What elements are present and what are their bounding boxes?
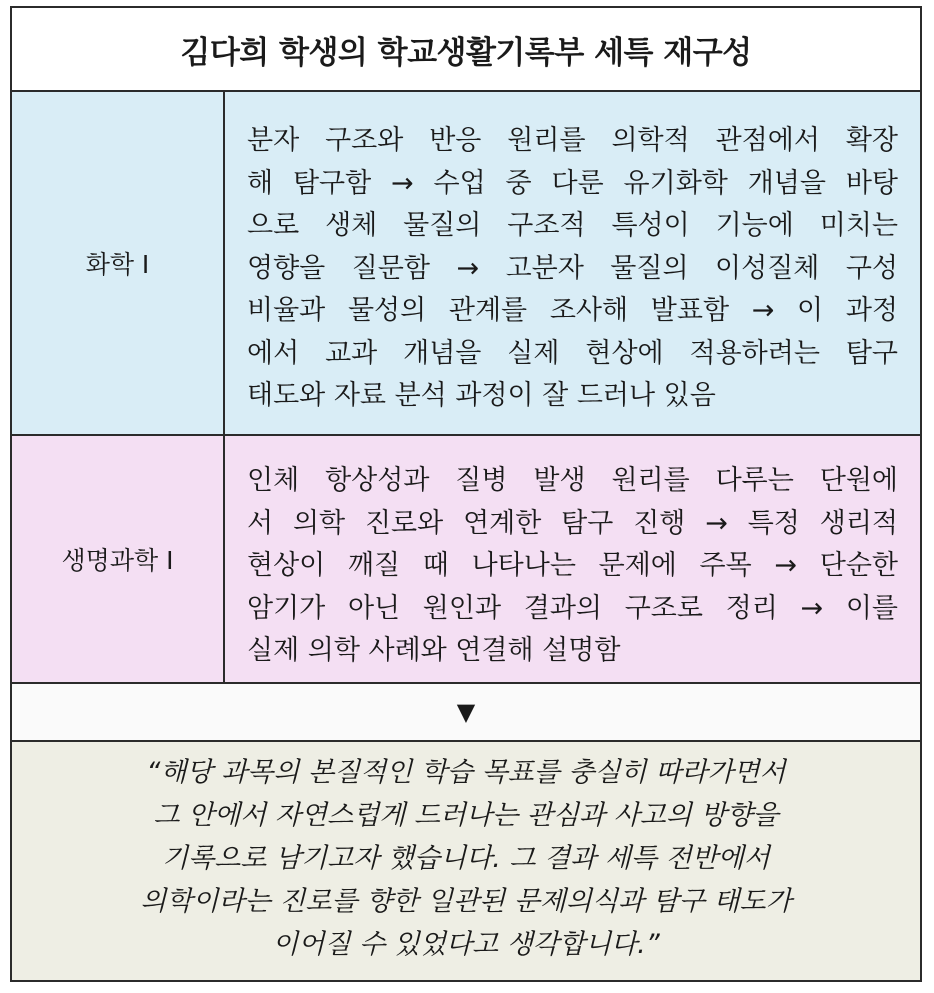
page-title: 김다희 학생의 학교생활기록부 세특 재구성	[180, 34, 752, 71]
subject-label: 생명과학 Ⅰ	[12, 436, 225, 682]
quote-line: 이어질 수 있었다고 생각합니다.”	[272, 928, 660, 960]
subject-description	[225, 92, 920, 434]
description-line: 서 의학 진로와 연계한 탐구 진행 → 특정 생리적	[247, 507, 898, 539]
description-line: 으로 생체 물질의 구조적 특성이 기능에 미치는	[247, 210, 898, 241]
subject-description	[225, 436, 920, 682]
arrow-row	[12, 684, 920, 742]
description-line: 해 탐구함 → 수업 중 다룬 유기화학 개념을 바탕	[247, 167, 898, 199]
down-triangle-icon: ▼	[456, 698, 476, 726]
description-line: 태도와 자료 분석 과정이 잘 드러나 있음	[247, 380, 716, 411]
quote-block	[12, 742, 920, 980]
quote-line: “해당 과목의 본질적인 학습 목표를 충실히 따라가면서	[146, 756, 786, 788]
quote-line: 의학이라는 진로를 향한 일관된 문제의식과 탐구 태도가	[140, 885, 792, 917]
title-row	[12, 8, 920, 92]
subject-row-life-science	[12, 436, 920, 684]
description-line: 현상이 깨질 때 나타나는 문제에 주목 → 단순한	[247, 550, 898, 581]
description-line: 인체 항상성과 질병 발생 원리를 다루는 단원에	[247, 465, 898, 496]
description-line: 암기가 아닌 원인과 결과의 구조로 정리 → 이를	[247, 592, 898, 624]
description-line: 에서 교과 개념을 실제 현상에 적용하려는 탐구	[247, 337, 898, 369]
description-line: 실제 의학 사례와 연결해 설명함	[247, 635, 621, 666]
subject-row-chemistry	[12, 92, 920, 436]
description-line: 비율과 물성의 관계를 조사해 발표함 → 이 과정	[247, 295, 898, 326]
record-summary-box	[10, 6, 922, 982]
description-line: 분자 구조와 반응 원리를 의학적 관점에서 확장	[247, 125, 898, 156]
quote-line: 그 안에서 자연스럽게 드러나는 관심과 사고의 방향을	[153, 799, 779, 831]
quote-line: 기록으로 남기고자 했습니다. 그 결과 세특 전반에서	[162, 842, 770, 874]
subject-label: 화학 Ⅰ	[12, 92, 225, 434]
description-line: 영향을 질문함 → 고분자 물질의 이성질체 구성	[247, 252, 898, 284]
